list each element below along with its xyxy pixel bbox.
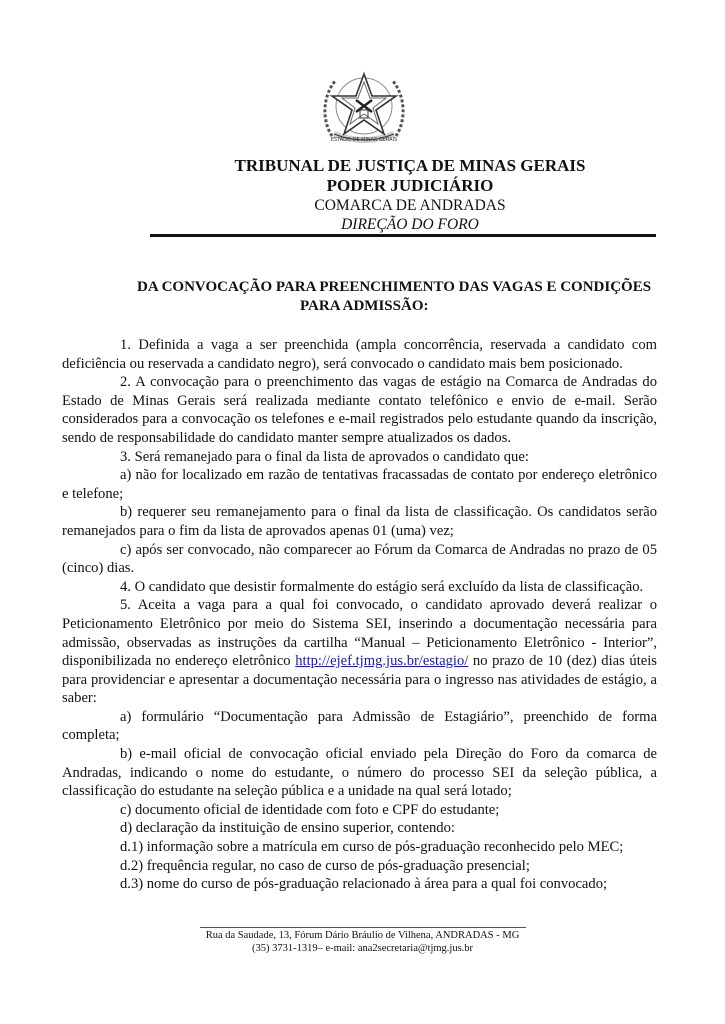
- paragraph-5d3: d.3) nome do curso de pós-graduação relacionado à área para a qual foi convocado;: [120, 876, 608, 893]
- section-title-line2: PARA ADMISSÃO:: [300, 298, 429, 314]
- paragraph-3: 3. Será remanejado para o final da lista de aprovados o candidato que:: [120, 448, 529, 465]
- paragraph-2: 2. A convocação para o preenchimento das vagas de estágio na Comarca de Andradas do Estado de Minas Gerais será realizada mediante contato telefônico e envio de e-mail. Serão considerados para a convocação os telefones e e-mail registrados pelo estudante quando da inscrição, sendo de responsabilidade do candidato manter sempre atualizados os dados.: [62, 374, 657, 446]
- header-department: DIREÇÃO DO FORO: [341, 216, 479, 233]
- estagio-link[interactable]: http://ejef.tjmg.jus.br/estagio/: [295, 653, 469, 670]
- paragraph-5d2: d.2) frequência regular, no caso de curso de pós-graduação presencial;: [120, 857, 530, 874]
- paragraph-5c: c) documento oficial de identidade com foto e CPF do estudante;: [120, 801, 500, 818]
- header-district: COMARCA DE ANDRADAS: [314, 197, 506, 214]
- header-court-name: TRIBUNAL DE JUSTIÇA DE MINAS GERAIS: [234, 156, 586, 175]
- footer-divider: [200, 927, 526, 928]
- paragraph-4: 4. O candidato que desistir formalmente do estágio será excluído da lista de classificação.: [120, 578, 644, 595]
- section-title-line1: DA CONVOCAÇÃO PARA PREENCHIMENTO DAS VAGAS E CONDIÇÕES: [137, 279, 652, 295]
- paragraph-5b: b) e-mail oficial de convocação oficial enviado pela Direção do Foro da comarca de Andradas, indicando o nome do estudante, o número do processo SEI da seleção pública, a classificação do estudante na seleção pública e a unidade na qual será lotado;: [62, 746, 657, 800]
- paragraph-5-text-end: no prazo de 10 (dez) dias úteis para providenciar e apresentar a documentação necessária para o ingresso nas atividades de estágio, a saber:: [62, 653, 657, 707]
- paragraph-5-text: 5. Aceita a vaga para a qual foi convocado, o candidato aprovado deverá realizar o Peticionamento Eletrônico por meio do Sistema SEI, inserindo a documentação necessária para admissão, observadas as instruções da cartilha “Manual – Peticionamento Eletrônico - Interior”, disponibilizada no endereço eletrônico: [62, 597, 657, 670]
- coat-of-arms-seal-icon: [318, 66, 410, 156]
- paragraph-5a: a) formulário “Documentação para Admissão de Estagiário”, preenchido de forma completa;: [62, 708, 657, 744]
- paragraph-1: 1. Definida a vaga a ser preenchida (ampla concorrência, reservada a candidato com deficiência ou reservada a candidato negro), será convocado o candidato mais bem posicionado.: [62, 337, 657, 372]
- paragraph-5d: d) declaração da instituição de ensino superior, contendo:: [120, 820, 455, 837]
- paragraph-5: [62, 596, 657, 708]
- header-branch: PODER JUDICIÁRIO: [326, 176, 494, 195]
- seal-text: ESTADO DE MINAS GERAIS: [330, 137, 398, 143]
- paragraph-3b: b) requerer seu remanejamento para o final da lista de classificação. Os candidatos serão remanejados para o fim da lista de aprovados apenas 01 (uma) vez;: [62, 504, 657, 539]
- paragraph-3c: c) após ser convocado, não comparecer ao Fórum da Comarca de Andradas no prazo de 05 (cinco) dias.: [62, 541, 657, 577]
- section-title: [60, 278, 700, 316]
- paragraph-5d1: d.1) informação sobre a matrícula em curso de pós-graduação reconhecido pelo MEC;: [120, 839, 624, 856]
- header-divider: [150, 234, 656, 237]
- footer-contact: (35) 3731-1319– e-mail: ana2secretaria@tjmg.jus.br: [251, 943, 474, 954]
- paragraph-3a: a) não for localizado em razão de tentativas fracassadas de contato por endereço eletrônico e telefone;: [62, 467, 657, 502]
- footer-address: Rua da Saudade, 13, Fórum Dário Bráulio de Vilhena, ANDRADAS - MG: [205, 930, 520, 941]
- document-body: [62, 336, 657, 894]
